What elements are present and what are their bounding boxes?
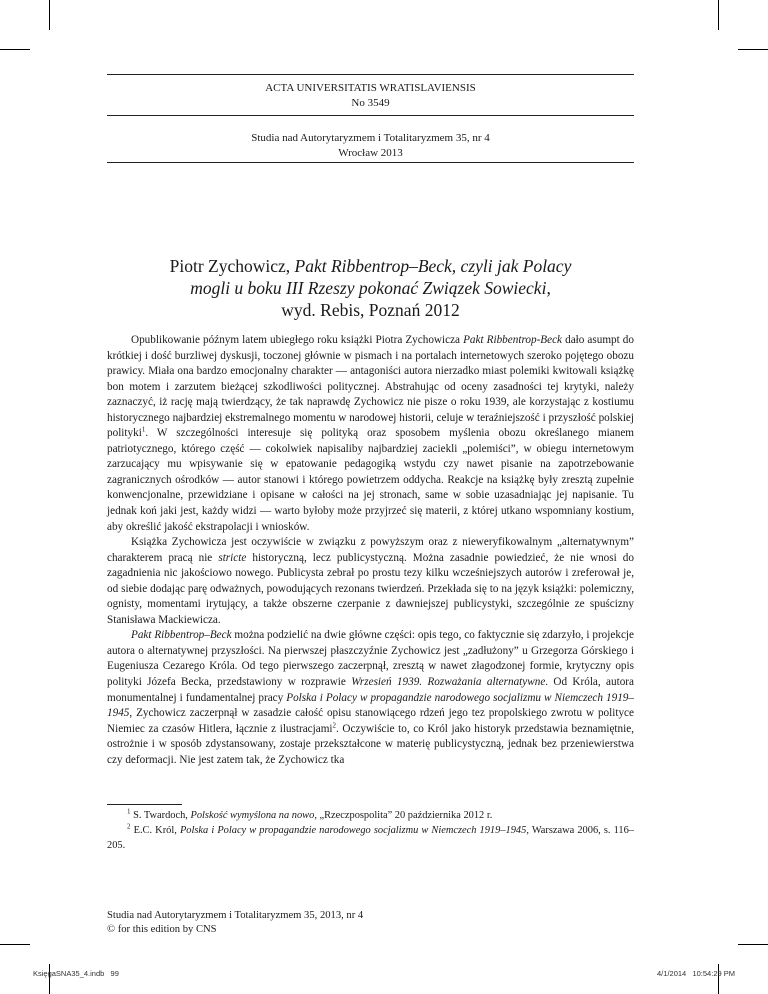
book-title-line2: mogli u boku III Rzeszy pokonać Związek Sowiecki (190, 278, 547, 298)
review-author: Piotr Zychowicz, (169, 256, 295, 276)
text-run: E.C. Król, (133, 825, 180, 836)
italic-run: Polska i Polacy w propagandzie narodowego socjalizmu w Niemczech 1919–1945 (179, 825, 527, 836)
text-run: . W szczególności interesuje się polityką oraz sposobem myślenia obozu określanego mianem patriotycznego, którego część — cokolwiek napisaliby najbardziej zaciekli „polemiści”, w obiegu internetowym zarzucający mu wpisywanie się w epatowanie pedagogiką wstydu czy nawet pisanie na zapotrzebowanie zagranicznych ośrodków — autor stanowi i którego powietrzem oddycha. Reakcje na książkę były zresztą zupełnie konwencjonalne, przewidziane i opisane w całości na jej stronach, same w sobie uzasadniając jej napisanie. Tu jednak koń jaki jest, każdy widzi — warto byłoby może przyjrzeć się materii, z której utkano wspomniany kostium, aby określić jakość ekstrapolacji i wniosków. (107, 427, 634, 533)
footnotes (107, 808, 634, 853)
text-run: Książka Zychowicza jest oczywiście w związku z powyższym oraz z nieweryfikowalnym „alternatywnym” charakterem pracą nie (107, 536, 634, 564)
title-comma: , (546, 278, 551, 298)
header-rule-bottom (107, 162, 634, 163)
crop-mark (0, 944, 30, 945)
footnote-number: 1 (127, 807, 131, 816)
paragraph-2 (107, 535, 634, 628)
imprint (107, 909, 363, 937)
italic-run: Pakt Ribbentrop-Beck (463, 334, 563, 346)
header-rule-top (107, 74, 634, 75)
slug-filename: KsięgaSNA35_4.indb 99 (33, 969, 119, 978)
footnote-2 (107, 823, 634, 853)
slug-timestamp: 4/1/2014 10:54:29 PM (657, 969, 735, 978)
journal-place-year: Wrocław 2013 (338, 147, 403, 159)
journal-number: No 3549 (351, 97, 390, 109)
footnote-ref-2[interactable]: 2 (332, 720, 337, 729)
footnote-1 (107, 808, 634, 823)
italic-run: stricte (218, 551, 247, 564)
paragraph-3 (107, 628, 634, 768)
text-run: Opublikowanie późnym latem ubiegłego roku książki Piotra Zychowicza (131, 334, 464, 346)
paragraph-1 (107, 333, 634, 535)
journal-volume: Studia nad Autorytaryzmem i Totalitaryzmem 35, nr 4 (251, 132, 490, 144)
text-run: . Od Króla, autora monumentalnej i fundamentalnej pracy (107, 676, 634, 704)
book-publisher: wyd. Rebis, Poznań 2012 (281, 300, 460, 320)
text-run: można podzielić na dwie główne części: opis tego, co faktycznie się zdarzyło, i projekcje autora o alternatywnej przyszłości. Na pierwszej płaszczyźnie Zychowicz jest „zadłużony” u Grzegorza Górskiego i Eugeniusza Cezarego Króla. Od tego pierwszego zaczerpnął, zresztą w nawet złagodzonej formie, krytyczny opis polityki Józefa Becka, przedstawiony w rozprawie (107, 629, 634, 689)
review-body (107, 333, 634, 768)
text-run: S. Twardoch, (133, 810, 191, 821)
crop-mark (0, 49, 30, 50)
text-run: . Oczywiście to, co Król jako historyk przedstawia beznamiętnie, ostrożnie i w sposób zdystansowany, zostaje przekształcone w materię publicystyczną, jednak bez przeniewierstwa czy deformacji. Nie jest zatem tak, że Zychowicz tka (107, 722, 634, 766)
crop-mark (49, 0, 50, 30)
italic-run: Pakt Ribbentrop–Beck (131, 629, 232, 642)
footnote-ref-1[interactable]: 1 (141, 425, 146, 434)
imprint-copyright: © for this edition by CNS (107, 924, 217, 935)
book-title-line1: Pakt Ribbentrop–Beck, czyli jak Polacy (294, 256, 572, 276)
text-run: , Zychowicz zaczerpnął w zasadzie całość opisu stanowiącego rdzeń jego tez propolskiego zwrotu w polityce Niemiec za czasów Hitlera, łącznie z ilustracjami (107, 707, 634, 735)
crop-mark (738, 944, 768, 945)
imprint-journal: Studia nad Autorytaryzmem i Totalitaryzmem 35, 2013, nr 4 (107, 910, 364, 921)
italic-run: Polskość wymyślona na nowo (190, 810, 315, 821)
text-run: , „Rzeczpospolita” 20 października 2012 r. (314, 810, 493, 821)
italic-run: Wrzesień 1939. Rozważania alternatywne (351, 676, 546, 689)
crop-mark (738, 49, 768, 50)
footnote-number: 2 (127, 822, 131, 831)
text-run: , Warszawa 2006, s. 116–205. (107, 825, 634, 851)
crop-mark (718, 0, 719, 30)
text-run: historyczną, lecz publicystyczną. Można zasadnie powiedzieć, że nie wnosi do zagadnienia nic jakościowo nowego. Publicysta zebrał po prostu tezy kilku wcześniejszych autorów i zreferował je, od siebie dodając parę odważnych, powodujących rezonans twierdzeń. Przekłada się to na język książki: polemiczny, ognisty, momentami irytujący, a także obszerne czerpanie z dawniejszej publicystyki, szczególnie ze spuścizny Stanisława Mackiewicza. (107, 551, 634, 626)
italic-run: Polska i Polacy w propagandzie narodowego socjalizmu w Niemczech 1919–1945 (107, 691, 634, 720)
header-rule-middle (107, 115, 634, 116)
review-title (107, 255, 634, 321)
footnote-rule (107, 804, 182, 805)
text-run: dało asumpt do krótkiej i dość burzliwej dyskusji, toczonej głównie w pismach i na portalach internetowych szeroko pojętego obozu prawicy. Miała ona bardzo emocjonalny charakter — antagoniści autora nierzadko miast polemiki kwitowali książkę bon motem i zarzutem bieżącej szkodliwości politycznej. Abstrahując od oceny zasadności tej krytyki, należy zaznaczyć, iż rację mają twierdzący, że tak naprawdę Zychowicz nie pisze o roku 1939, ale korzystając z kostiumu historycznego najbardziej ekstremalnego momentu w narodowej historii, celuje w teraźniejszość i przyszłość polskiej polityki (107, 334, 634, 440)
journal-series: ACTA UNIVERSITATIS WRATISLAVIENSIS (265, 82, 476, 94)
